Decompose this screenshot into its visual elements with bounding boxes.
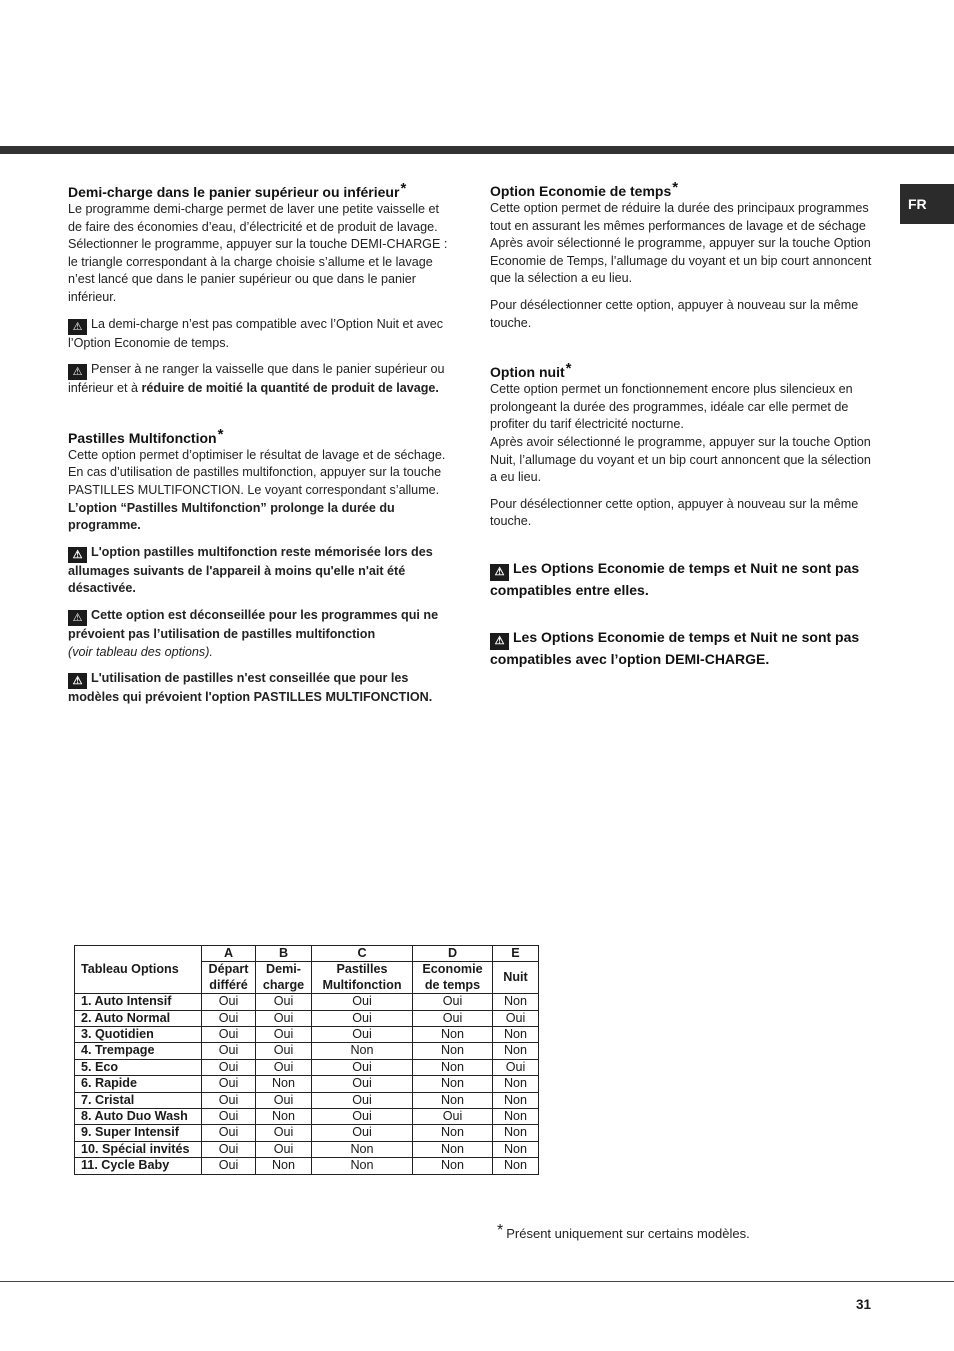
option-cell: Non	[493, 1141, 539, 1157]
column-header: Demi- charge	[256, 962, 312, 994]
option-cell: Non	[493, 1092, 539, 1108]
page-number: 31	[856, 1297, 872, 1312]
column-header: Economie de temps	[413, 962, 493, 994]
paragraph: Pour désélectionner cette option, appuyer à nouveau sur la même touche.	[490, 496, 859, 529]
warning-icon: ⚠	[490, 633, 509, 650]
option-cell: Oui	[202, 1076, 256, 1092]
table-row	[75, 1109, 539, 1125]
option-cell: Oui	[312, 1109, 413, 1125]
warning-icon: ⚠	[68, 673, 87, 689]
paragraph: Cette option permet d’optimiser le résultat de lavage et de séchage.	[68, 447, 446, 462]
option-cell: Non	[312, 1141, 413, 1157]
section-title-economie: Option Economie de temps*	[490, 179, 679, 199]
option-cell: Oui	[202, 1092, 256, 1108]
column-letter: C	[312, 946, 413, 962]
option-cell: Oui	[202, 1125, 256, 1141]
option-cell: Oui	[256, 1027, 312, 1043]
warning-note: ⚠ Penser à ne ranger la vaisselle que dans le panier supérieur ou inférieur et à réduire de moitié la quantité de produit de lavage.	[68, 362, 445, 396]
language-tab: FR	[900, 184, 954, 224]
options-table	[74, 945, 539, 1175]
table-title: Tableau Options	[75, 946, 202, 994]
section-title-demi-charge: Demi-charge dans le panier supérieur ou inférieur*	[68, 180, 407, 200]
warning-note: ⚠ Les Options Economie de temps et Nuit ne sont pas compatibles avec l’option DEMI-CHARGE.	[490, 628, 860, 667]
option-cell: Non	[413, 1076, 493, 1092]
paragraph: Après avoir sélectionné le programme, appuyer sur la touche Option Economie de Temps, l’allumage du voyant et un bip court annoncent que la sélection a eu lieu.	[490, 236, 872, 286]
paragraph: Cette option permet un fonctionnement encore plus silencieux en prolongeant la durée des programmes, idéale car elle permet de profiter du tarif électricité nocturne.	[490, 382, 853, 432]
header-bar	[0, 146, 954, 154]
option-cell: Non	[493, 1109, 539, 1125]
option-cell: Oui	[256, 994, 312, 1010]
program-name: 4. Trempage	[75, 1043, 202, 1059]
option-cell: Oui	[312, 994, 413, 1010]
section-title-pastilles: Pastilles Multifonction*	[68, 425, 224, 446]
warning-note: ⚠ Les Options Economie de temps et Nuit ne sont pas compatibles entre elles.	[490, 559, 860, 598]
footer-rule	[0, 1281, 954, 1282]
warning-note: ⚠ L'utilisation de pastilles n'est conseillée que pour les modèles qui prévoient l'option PASTILLES MULTIFONCTION.	[68, 671, 433, 705]
column-header: Nuit	[493, 962, 539, 994]
warning-icon: ⚠	[68, 364, 87, 380]
paragraph: Après avoir sélectionné le programme, appuyer sur la touche Option Nuit, l’allumage du voyant et un bip court annoncent que la sélection a eu lieu.	[490, 434, 871, 485]
program-name: 8. Auto Duo Wash	[75, 1109, 202, 1125]
program-name: 1. Auto Intensif	[75, 994, 202, 1010]
table-row	[75, 994, 539, 1010]
option-cell: Oui	[413, 1010, 493, 1026]
option-cell: Non	[256, 1109, 312, 1125]
option-cell: Oui	[312, 1125, 413, 1141]
option-cell: Oui	[413, 994, 493, 1010]
option-cell: Non	[413, 1059, 493, 1075]
table-row	[75, 1125, 539, 1141]
column-header: Pastilles Multifonction	[312, 962, 413, 994]
table-row	[75, 1141, 539, 1157]
right-column	[490, 179, 872, 669]
table-row	[75, 1010, 539, 1026]
warning-note: ⚠ L'option pastilles multifonction reste mémorisée lors des allumages suivants de l'appareil à moins qu'elle n'ait été désactivée.	[68, 544, 433, 596]
warning-note: ⚠ La demi-charge n’est pas compatible avec l’Option Nuit et avec l’Option Economie de temps.	[68, 316, 444, 350]
option-cell: Non	[413, 1092, 493, 1108]
table-row	[75, 1076, 539, 1092]
option-cell: Non	[493, 1158, 539, 1174]
warning-icon: ⚠	[68, 547, 87, 563]
option-cell: Oui	[202, 1059, 256, 1075]
program-name: 2. Auto Normal	[75, 1010, 202, 1026]
program-name: 11. Cycle Baby	[75, 1158, 202, 1174]
paragraph: Cette option permet de réduire la durée des principaux programmes tout en assurant les mêmes performances de lavage et de séchage	[490, 201, 869, 233]
program-name: 7. Cristal	[75, 1092, 202, 1108]
option-cell: Non	[493, 1027, 539, 1043]
option-cell: Non	[413, 1158, 493, 1174]
warning-icon: ⚠	[68, 610, 87, 626]
option-cell: Oui	[493, 1059, 539, 1075]
table-row	[75, 1092, 539, 1108]
option-cell: Non	[312, 1158, 413, 1174]
warning-icon: ⚠	[490, 564, 509, 581]
option-cell: Oui	[202, 994, 256, 1010]
table-body	[75, 994, 539, 1174]
option-cell: Oui	[413, 1109, 493, 1125]
option-cell: Oui	[202, 1158, 256, 1174]
column-letter: A	[202, 946, 256, 962]
option-cell: Oui	[202, 1043, 256, 1059]
option-cell: Oui	[312, 1076, 413, 1092]
footnote: * Présent uniquement sur certains modèles.	[497, 1222, 750, 1241]
paragraph: Pour désélectionner cette option, appuyer à nouveau sur la même touche.	[490, 297, 859, 330]
column-header: Départ différé	[202, 962, 256, 994]
program-name: 3. Quotidien	[75, 1027, 202, 1043]
option-cell: Non	[413, 1043, 493, 1059]
program-name: 6. Rapide	[75, 1076, 202, 1092]
option-cell: Non	[493, 994, 539, 1010]
option-cell: Non	[413, 1125, 493, 1141]
option-cell: Oui	[256, 1092, 312, 1108]
option-cell: Oui	[256, 1010, 312, 1026]
option-cell: Non	[413, 1141, 493, 1157]
warning-note: ⚠ Cette option est déconseillée pour les programmes qui ne prévoient pas l’utilisation de pastilles multifonction (voir tableau des options).	[68, 607, 439, 659]
option-cell: Oui	[256, 1125, 312, 1141]
option-cell: Oui	[256, 1043, 312, 1059]
option-cell: Oui	[312, 1059, 413, 1075]
option-cell: Oui	[256, 1059, 312, 1075]
table-row	[75, 1027, 539, 1043]
left-column	[68, 180, 450, 707]
program-name: 10. Spécial invités	[75, 1141, 202, 1157]
section-title-nuit: Option nuit*	[490, 360, 572, 381]
option-cell: Non	[413, 1027, 493, 1043]
option-cell: Oui	[312, 1010, 413, 1026]
option-cell: Non	[256, 1158, 312, 1174]
option-cell: Non	[493, 1125, 539, 1141]
option-cell: Non	[493, 1043, 539, 1059]
option-cell: Oui	[312, 1092, 413, 1108]
option-cell: Non	[493, 1076, 539, 1092]
program-name: 9. Super Intensif	[75, 1125, 202, 1141]
column-letter: B	[256, 946, 312, 962]
paragraph: En cas d’utilisation de pastilles multifonction, appuyer sur la touche PASTILLES MULTIFONCTION. Le voyant correspondant s’allume. L’option “Pastilles Multifonction” prolonge la durée du programme.	[68, 465, 442, 533]
warning-icon: ⚠	[68, 319, 87, 335]
paragraph: Le programme demi-charge permet de laver une petite vaisselle et de faire des économies d’eau, d’électricité et de produit de lavage. Sélectionner le programme, appuyer sur la touche DEMI-CHARGE : le triangle correspondant à la charge choisie s’allume et le lavage n’est lancé que dans le panier supérieur ou que dans le panier inférieur.	[68, 202, 448, 304]
option-cell: Oui	[312, 1027, 413, 1043]
option-cell: Oui	[493, 1010, 539, 1026]
option-cell: Oui	[202, 1027, 256, 1043]
table-row	[75, 1043, 539, 1059]
program-name: 5. Eco	[75, 1059, 202, 1075]
option-cell: Oui	[202, 1010, 256, 1026]
option-cell: Oui	[256, 1141, 312, 1157]
option-cell: Non	[256, 1076, 312, 1092]
table-row	[75, 1158, 539, 1174]
option-cell: Oui	[202, 1109, 256, 1125]
table-row	[75, 1059, 539, 1075]
column-letter: D	[413, 946, 493, 962]
column-letter: E	[493, 946, 539, 962]
option-cell: Oui	[202, 1141, 256, 1157]
option-cell: Non	[312, 1043, 413, 1059]
